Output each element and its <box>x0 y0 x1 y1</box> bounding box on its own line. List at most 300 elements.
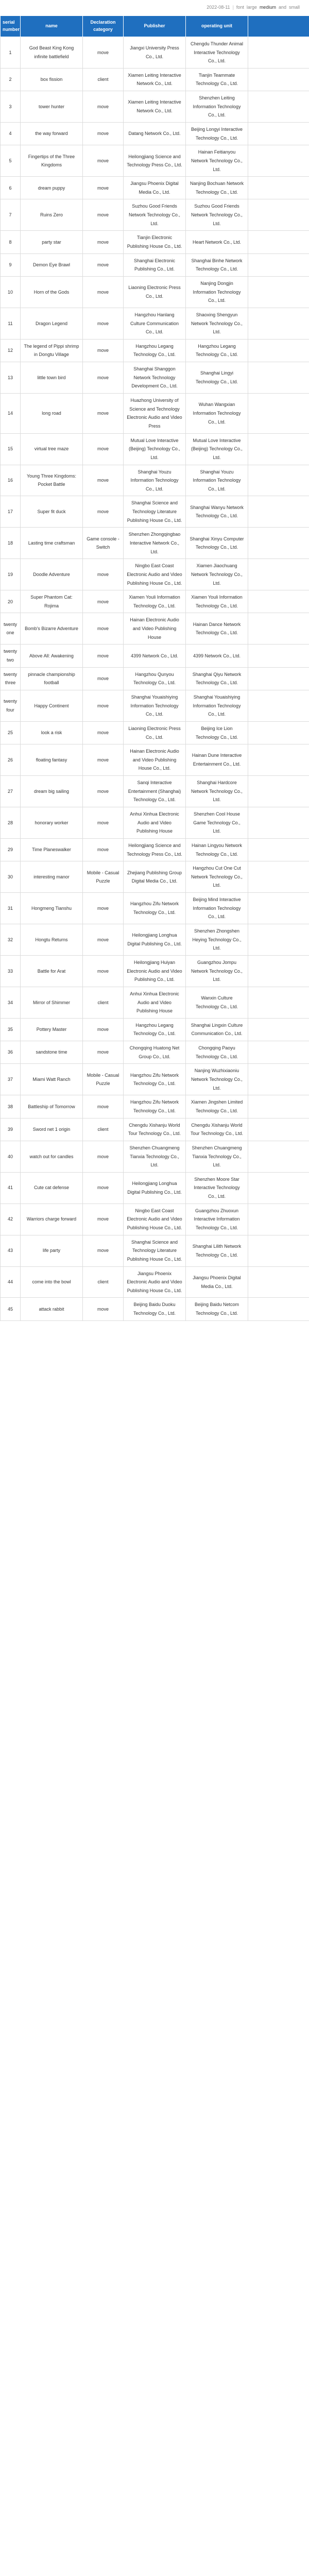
empty-cell <box>248 199 309 231</box>
serial-number-cell: 9 <box>1 253 21 276</box>
serial-number-cell: 8 <box>1 231 21 253</box>
article-meta-bar <box>0 0 309 14</box>
table-row <box>1 199 309 231</box>
operating-unit-cell: Nanjing Wuzhixiaoniu Network Technology Co., Ltd. <box>186 1064 248 1095</box>
serial-number-cell: 3 <box>1 91 21 123</box>
game-name-cell: Super Phantom Cat: Rojima <box>21 590 83 613</box>
serial-number-cell: 10 <box>1 276 21 308</box>
operating-unit-cell: Beijing Baidu Netcom Technology Co., Ltd. <box>186 1298 248 1320</box>
publisher-cell: Hainan Electronic Audio and Video Publishing House Co., Ltd. <box>124 744 186 776</box>
table-row <box>1 955 309 987</box>
empty-cell <box>248 1041 309 1064</box>
table-row <box>1 362 309 394</box>
operating-unit-cell: Nanjing Dongjin Information Technology Co., Ltd. <box>186 276 248 308</box>
table-row <box>1 308 309 339</box>
game-name-cell: floating fantasy <box>21 744 83 776</box>
declaration-category-cell: Mobile - Casual Puzzle <box>83 1064 124 1095</box>
publisher-cell: Jiangxi University Press Co., Ltd. <box>124 37 186 68</box>
table-row <box>1 838 309 861</box>
empty-cell <box>248 145 309 177</box>
publisher-cell: Chongqing Huatong Net Group Co., Ltd. <box>124 1041 186 1064</box>
serial-number-cell: 6 <box>1 177 21 199</box>
declaration-category-cell: client <box>83 987 124 1018</box>
serial-number-cell: 41 <box>1 1172 21 1204</box>
declaration-category-cell: move <box>83 123 124 145</box>
declaration-category-cell: client <box>83 68 124 91</box>
table-row <box>1 276 309 308</box>
operating-unit-cell: Mutual Love Interactive (Beijing) Technology Co., Ltd. <box>186 433 248 465</box>
empty-cell <box>248 465 309 496</box>
table-row <box>1 1204 309 1235</box>
empty-cell <box>248 924 309 956</box>
table-row <box>1 145 309 177</box>
operating-unit-cell: Beijing Mind Interactive Information Technology Co., Ltd. <box>186 893 248 924</box>
publisher-cell: Chengdu Xishanju World Tour Technology Co., Ltd. <box>124 1118 186 1141</box>
empty-cell <box>248 177 309 199</box>
serial-number-cell: 32 <box>1 924 21 956</box>
declaration-category-cell: move <box>83 1141 124 1172</box>
publisher-cell: Jiangsu Phoenix Digital Media Co., Ltd. <box>124 177 186 199</box>
declaration-category-cell: move <box>83 394 124 434</box>
publisher-cell: Hangzhou Legang Technology Co., Ltd. <box>124 1018 186 1041</box>
operating-unit-cell: Chengdu Thunder Animal Interactive Technology Co., Ltd. <box>186 37 248 68</box>
header-empty <box>248 16 309 37</box>
table-row <box>1 924 309 956</box>
declaration-category-cell: move <box>83 744 124 776</box>
serial-number-cell: 26 <box>1 744 21 776</box>
publisher-cell: Anhui Xinhua Electronic Audio and Video Publishing House <box>124 987 186 1018</box>
operating-unit-cell: Shanghai Youaishiying Information Technology Co., Ltd. <box>186 690 248 721</box>
header-name: name <box>21 16 83 37</box>
operating-unit-cell: Wanxin Culture Technology Co., Ltd. <box>186 987 248 1018</box>
operating-unit-cell: Shenzhen Moore Star Interactive Technology Co., Ltd. <box>186 1172 248 1204</box>
game-name-cell: Bomb's Bizarre Adventure <box>21 613 83 645</box>
font-size-small-option[interactable]: small <box>288 5 300 10</box>
serial-number-cell: 28 <box>1 807 21 839</box>
operating-unit-cell: Hainan Feitianyou Network Technology Co., Ltd. <box>186 145 248 177</box>
game-name-cell: Dragon Legend <box>21 308 83 339</box>
empty-cell <box>248 308 309 339</box>
declaration-category-cell: move <box>83 838 124 861</box>
serial-number-cell: 7 <box>1 199 21 231</box>
game-name-cell: sandstone time <box>21 1041 83 1064</box>
empty-cell <box>248 613 309 645</box>
declaration-category-cell: move <box>83 807 124 839</box>
publisher-cell: Datang Network Co., Ltd. <box>124 123 186 145</box>
declaration-category-cell: move <box>83 559 124 590</box>
publisher-cell: 4399 Network Co., Ltd. <box>124 645 186 667</box>
operating-unit-cell: Shenzhen Leiting Information Technology Co., Ltd. <box>186 91 248 123</box>
empty-cell <box>248 987 309 1018</box>
publisher-cell: Hangzhou Hanlang Culture Communication Co., Ltd. <box>124 308 186 339</box>
game-name-cell: interesting manor <box>21 861 83 893</box>
publisher-cell: Anhui Xinhua Electronic Audio and Video Publishing House <box>124 807 186 839</box>
declaration-category-cell: move <box>83 590 124 613</box>
table-row <box>1 433 309 465</box>
header-publisher: Publisher <box>124 16 186 37</box>
game-name-cell: party star <box>21 231 83 253</box>
serial-number-cell: twenty three <box>1 667 21 690</box>
serial-number-cell: 35 <box>1 1018 21 1041</box>
table-row <box>1 861 309 893</box>
table-row <box>1 37 309 68</box>
table-row <box>1 645 309 667</box>
publisher-cell: Shanghai Science and Technology Literature Publishing House Co., Ltd. <box>124 496 186 528</box>
game-name-cell: long road <box>21 394 83 434</box>
declaration-category-cell: move <box>83 1018 124 1041</box>
table-header-row <box>1 16 309 37</box>
serial-number-cell: 37 <box>1 1064 21 1095</box>
game-name-cell: Battleship of Tomorrow <box>21 1095 83 1118</box>
game-name-cell: dream big sailing <box>21 776 83 807</box>
table-row <box>1 590 309 613</box>
serial-number-cell: 18 <box>1 528 21 559</box>
declaration-category-cell: move <box>83 276 124 308</box>
publisher-cell: Suzhou Good Friends Network Technology Co., Ltd. <box>124 199 186 231</box>
game-name-cell: Fingertips of the Three Kingdoms <box>21 145 83 177</box>
empty-cell <box>248 123 309 145</box>
font-size-label: font <box>236 5 244 10</box>
game-approval-table <box>0 15 309 1321</box>
table-row <box>1 1298 309 1320</box>
serial-number-cell: twenty four <box>1 690 21 721</box>
publisher-cell: Shanghai Shanggon Network Technology Development Co., Ltd. <box>124 362 186 394</box>
table-row <box>1 253 309 276</box>
declaration-category-cell: client <box>83 1266 124 1298</box>
game-name-cell: Ruins Zero <box>21 199 83 231</box>
game-name-cell: Doodle Adventure <box>21 559 83 590</box>
operating-unit-cell: Beijing Longyi Interactive Technology Co., Ltd. <box>186 123 248 145</box>
declaration-category-cell: move <box>83 91 124 123</box>
publisher-cell: Mutual Love Interactive (Beijing) Technology Co., Ltd. <box>124 433 186 465</box>
table-row <box>1 1266 309 1298</box>
operating-unit-cell: Shanghai Wanyu Network Technology Co., Ltd. <box>186 496 248 528</box>
publisher-cell: Huazhong University of Science and Technology Electronic Audio and Video Press <box>124 394 186 434</box>
empty-cell <box>248 559 309 590</box>
operating-unit-cell: Xiamen Jingshen Limited Technology Co., Ltd. <box>186 1095 248 1118</box>
game-name-cell: Hongtu Returns <box>21 924 83 956</box>
game-name-cell: pinnacle championship football <box>21 667 83 690</box>
table-row <box>1 91 309 123</box>
serial-number-cell: 17 <box>1 496 21 528</box>
declaration-category-cell: move <box>83 496 124 528</box>
font-size-large-option[interactable]: large <box>246 5 257 10</box>
serial-number-cell: 42 <box>1 1204 21 1235</box>
declaration-category-cell: client <box>83 1118 124 1141</box>
serial-number-cell: 45 <box>1 1298 21 1320</box>
declaration-category-cell: move <box>83 613 124 645</box>
declaration-category-cell: move <box>83 177 124 199</box>
table-row <box>1 496 309 528</box>
game-name-cell: Mirror of Shimmer <box>21 987 83 1018</box>
operating-unit-cell: Guangzhou Jompu Network Technology Co., Ltd. <box>186 955 248 987</box>
empty-cell <box>248 861 309 893</box>
table-row <box>1 339 309 362</box>
table-row <box>1 690 309 721</box>
declaration-category-cell: move <box>83 893 124 924</box>
publisher-cell: Liaoning Electronic Press Co., Ltd. <box>124 276 186 308</box>
header-serial-number: serial number <box>1 16 21 37</box>
declaration-category-cell: move <box>83 721 124 744</box>
table-row <box>1 123 309 145</box>
declaration-category-cell: move <box>83 253 124 276</box>
empty-cell <box>248 496 309 528</box>
empty-cell <box>248 276 309 308</box>
publisher-cell: Heilongjiang Science and Technology Press Co., Ltd. <box>124 145 186 177</box>
game-name-cell: Sword net 1 origin <box>21 1118 83 1141</box>
publisher-cell: Shanghai Science and Technology Literature Publishing House Co., Ltd. <box>124 1235 186 1266</box>
table-row <box>1 231 309 253</box>
publisher-cell: Shenzhen Zhongqingbao Interactive Network Co., Ltd. <box>124 528 186 559</box>
empty-cell <box>248 838 309 861</box>
publisher-cell: Jiangsu Phoenix Electronic Audio and Video Publishing House Co., Ltd. <box>124 1266 186 1298</box>
publisher-cell: Heilongjiang Longhua Digital Publishing Co., Ltd. <box>124 924 186 956</box>
game-name-cell: the way forward <box>21 123 83 145</box>
declaration-category-cell: move <box>83 37 124 68</box>
serial-number-cell: 11 <box>1 308 21 339</box>
empty-cell <box>248 1064 309 1095</box>
empty-cell <box>248 1204 309 1235</box>
publisher-cell: Shenzhen Chuangmeng Tianxia Technology Co., Ltd. <box>124 1141 186 1172</box>
publisher-cell: Xiamen Youli Information Technology Co., Ltd. <box>124 590 186 613</box>
operating-unit-cell: Shanghai Binhe Network Technology Co., Ltd. <box>186 253 248 276</box>
serial-number-cell: 19 <box>1 559 21 590</box>
empty-cell <box>248 68 309 91</box>
operating-unit-cell: Shanghai Lingyi Technology Co., Ltd. <box>186 362 248 394</box>
serial-number-cell: 33 <box>1 955 21 987</box>
declaration-category-cell: move <box>83 776 124 807</box>
serial-number-cell: 39 <box>1 1118 21 1141</box>
game-name-cell: Hongmeng Tianshu <box>21 893 83 924</box>
serial-number-cell: 34 <box>1 987 21 1018</box>
operating-unit-cell: Shanghai Xinyu Computer Technology Co., Ltd. <box>186 528 248 559</box>
serial-number-cell: twenty two <box>1 645 21 667</box>
declaration-category-cell: move <box>83 145 124 177</box>
game-name-cell: attack rabbit <box>21 1298 83 1320</box>
operating-unit-cell: Suzhou Good Friends Network Technology Co., Ltd. <box>186 199 248 231</box>
table-row <box>1 559 309 590</box>
empty-cell <box>248 667 309 690</box>
table-row <box>1 177 309 199</box>
serial-number-cell: 15 <box>1 433 21 465</box>
operating-unit-cell: Shenzhen Chuangmeng Tianxia Technology Co., Ltd. <box>186 1141 248 1172</box>
game-name-cell: tower hunter <box>21 91 83 123</box>
game-name-cell: watch out for candles <box>21 1141 83 1172</box>
operating-unit-cell: Shanghai Qiyu Network Technology Co., Ltd. <box>186 667 248 690</box>
operating-unit-cell: Hainan Lingyou Network Technology Co., Ltd. <box>186 838 248 861</box>
publisher-cell: Hangzhou Zifu Network Technology Co., Ltd. <box>124 893 186 924</box>
operating-unit-cell: Shanghai Hardcore Network Technology Co., Ltd. <box>186 776 248 807</box>
serial-number-cell: 14 <box>1 394 21 434</box>
operating-unit-cell: Hangzhou Legang Technology Co., Ltd. <box>186 339 248 362</box>
header-declaration-category: Declaration category <box>83 16 124 37</box>
table-row <box>1 1041 309 1064</box>
declaration-category-cell: move <box>83 1235 124 1266</box>
declaration-category-cell: move <box>83 231 124 253</box>
table-row <box>1 744 309 776</box>
operating-unit-cell: 4399 Network Co., Ltd. <box>186 645 248 667</box>
operating-unit-cell: Shenzhen Zhongshen Heying Technology Co., Ltd. <box>186 924 248 956</box>
serial-number-cell: 4 <box>1 123 21 145</box>
serial-number-cell: twenty one <box>1 613 21 645</box>
game-name-cell: God Beast King Kong infinite battlefield <box>21 37 83 68</box>
publisher-cell: Xiamen Leiting Interactive Network Co., Ltd. <box>124 68 186 91</box>
declaration-category-cell: move <box>83 690 124 721</box>
serial-number-cell: 20 <box>1 590 21 613</box>
serial-number-cell: 29 <box>1 838 21 861</box>
table-row <box>1 987 309 1018</box>
publisher-cell: Hangzhou Zifu Network Technology Co., Ltd. <box>124 1064 186 1095</box>
game-name-cell: little town bird <box>21 362 83 394</box>
game-name-cell: honorary worker <box>21 807 83 839</box>
declaration-category-cell: move <box>83 1298 124 1320</box>
game-name-cell: Warriors charge forward <box>21 1204 83 1235</box>
publisher-cell: Sanqi Interactive Entertainment (Shanghai) Technology Co., Ltd. <box>124 776 186 807</box>
operating-unit-cell: Chengdu Xishanju World Tour Technology Co., Ltd. <box>186 1118 248 1141</box>
serial-number-cell: 31 <box>1 893 21 924</box>
declaration-category-cell: Game console - Switch <box>83 528 124 559</box>
game-name-cell: Cute cat defense <box>21 1172 83 1204</box>
empty-cell <box>248 690 309 721</box>
empty-cell <box>248 807 309 839</box>
empty-cell <box>248 362 309 394</box>
table-row <box>1 1095 309 1118</box>
empty-cell <box>248 645 309 667</box>
declaration-category-cell: move <box>83 465 124 496</box>
declaration-category-cell: move <box>83 645 124 667</box>
serial-number-cell: 1 <box>1 37 21 68</box>
table-row <box>1 1172 309 1204</box>
serial-number-cell: 16 <box>1 465 21 496</box>
table-row <box>1 1064 309 1095</box>
table-row <box>1 1018 309 1041</box>
game-name-cell: Young Three Kingdoms: Pocket Battle <box>21 465 83 496</box>
operating-unit-cell: Shanghai Youzu Information Technology Co., Ltd. <box>186 465 248 496</box>
game-name-cell: Miami Watt Ranch <box>21 1064 83 1095</box>
publisher-cell: Beijing Baidu Duoku Technology Co., Ltd. <box>124 1298 186 1320</box>
table-row <box>1 394 309 434</box>
font-size-medium-option[interactable]: medium <box>259 5 276 10</box>
operating-unit-cell: Chongqing Paoyu Technology Co., Ltd. <box>186 1041 248 1064</box>
declaration-category-cell: move <box>83 308 124 339</box>
empty-cell <box>248 955 309 987</box>
operating-unit-cell: Xiamen Jiaochuang Network Technology Co., Ltd. <box>186 559 248 590</box>
declaration-category-cell: move <box>83 1095 124 1118</box>
table-row <box>1 528 309 559</box>
game-name-cell: dream puppy <box>21 177 83 199</box>
game-name-cell: Battle for Arat <box>21 955 83 987</box>
empty-cell <box>248 231 309 253</box>
empty-cell <box>248 528 309 559</box>
publisher-cell: Ningbo East Coast Electronic Audio and Video Publishing House Co., Ltd. <box>124 559 186 590</box>
operating-unit-cell: Shanghai Lingxin Culture Communication Co., Ltd. <box>186 1018 248 1041</box>
game-name-cell: The legend of Pippi shrimp in Dongtu Village <box>21 339 83 362</box>
font-size-and-label: and <box>278 5 286 10</box>
header-operating-unit: operating unit <box>186 16 248 37</box>
publisher-cell: Liaoning Electronic Press Co., Ltd. <box>124 721 186 744</box>
operating-unit-cell: Tianjin Teammate Technology Co., Ltd. <box>186 68 248 91</box>
empty-cell <box>248 776 309 807</box>
serial-number-cell: 36 <box>1 1041 21 1064</box>
empty-cell <box>248 590 309 613</box>
serial-number-cell: 5 <box>1 145 21 177</box>
operating-unit-cell: Shenzhen Cool House Game Technology Co., Ltd. <box>186 807 248 839</box>
empty-cell <box>248 394 309 434</box>
table-row <box>1 1118 309 1141</box>
game-name-cell: box fission <box>21 68 83 91</box>
game-name-cell: Horn of the Gods <box>21 276 83 308</box>
publisher-cell: Heilongjiang Science and Technology Press Co., Ltd. <box>124 838 186 861</box>
empty-cell <box>248 1172 309 1204</box>
declaration-category-cell: move <box>83 199 124 231</box>
table-row <box>1 1235 309 1266</box>
table-row <box>1 893 309 924</box>
publisher-cell: Tianjin Electronic Publishing House Co., Ltd. <box>124 231 186 253</box>
empty-cell <box>248 1118 309 1141</box>
publisher-cell: Hainan Electronic Audio and Video Publishing House <box>124 613 186 645</box>
empty-cell <box>248 1298 309 1320</box>
empty-cell <box>248 433 309 465</box>
serial-number-cell: 12 <box>1 339 21 362</box>
operating-unit-cell: Hangzhou Cut One Cut Network Technology Co., Ltd. <box>186 861 248 893</box>
declaration-category-cell: move <box>83 667 124 690</box>
serial-number-cell: 43 <box>1 1235 21 1266</box>
empty-cell <box>248 1018 309 1041</box>
publisher-cell: Hangzhou Legang Technology Co., Ltd. <box>124 339 186 362</box>
meta-separator: | <box>232 5 234 10</box>
declaration-category-cell: move <box>83 924 124 956</box>
serial-number-cell: 38 <box>1 1095 21 1118</box>
serial-number-cell: 13 <box>1 362 21 394</box>
empty-cell <box>248 893 309 924</box>
game-name-cell: Super fit duck <box>21 496 83 528</box>
empty-cell <box>248 339 309 362</box>
publisher-cell: Shanghai Electronic Publishing Co., Ltd. <box>124 253 186 276</box>
table-row <box>1 667 309 690</box>
empty-cell <box>248 1235 309 1266</box>
declaration-category-cell: move <box>83 1041 124 1064</box>
operating-unit-cell: Jiangsu Phoenix Digital Media Co., Ltd. <box>186 1266 248 1298</box>
operating-unit-cell: Wuhan Wangxian Information Technology Co., Ltd. <box>186 394 248 434</box>
operating-unit-cell: Nanjing Bochuan Network Technology Co., Ltd. <box>186 177 248 199</box>
game-name-cell: Time Planeswalker <box>21 838 83 861</box>
operating-unit-cell: Shaoxing Shengyun Network Technology Co., Ltd. <box>186 308 248 339</box>
declaration-category-cell: Mobile - Casual Puzzle <box>83 861 124 893</box>
publisher-cell: Xiamen Leiting Interactive Network Co., Ltd. <box>124 91 186 123</box>
publisher-cell: Hangzhou Qunyou Technology Co., Ltd. <box>124 667 186 690</box>
empty-cell <box>248 253 309 276</box>
empty-cell <box>248 744 309 776</box>
publisher-cell: Ningbo East Coast Electronic Audio and Video Publishing House Co., Ltd. <box>124 1204 186 1235</box>
declaration-category-cell: move <box>83 1172 124 1204</box>
publisher-cell: Heilongjiang Longhua Digital Publishing Co., Ltd. <box>124 1172 186 1204</box>
table-row <box>1 68 309 91</box>
publisher-cell: Hangzhou Zifu Network Technology Co., Ltd. <box>124 1095 186 1118</box>
game-name-cell: Happy Continent <box>21 690 83 721</box>
serial-number-cell: 44 <box>1 1266 21 1298</box>
table-row <box>1 465 309 496</box>
operating-unit-cell: Hainan Dune Interactive Entertainment Co., Ltd. <box>186 744 248 776</box>
serial-number-cell: 27 <box>1 776 21 807</box>
game-name-cell: look a risk <box>21 721 83 744</box>
empty-cell <box>248 37 309 68</box>
operating-unit-cell: Beijing Ice Lion Technology Co., Ltd. <box>186 721 248 744</box>
game-name-cell: Lasting time craftsman <box>21 528 83 559</box>
game-name-cell: virtual tree maze <box>21 433 83 465</box>
declaration-category-cell: move <box>83 1204 124 1235</box>
serial-number-cell: 2 <box>1 68 21 91</box>
table-row <box>1 1141 309 1172</box>
